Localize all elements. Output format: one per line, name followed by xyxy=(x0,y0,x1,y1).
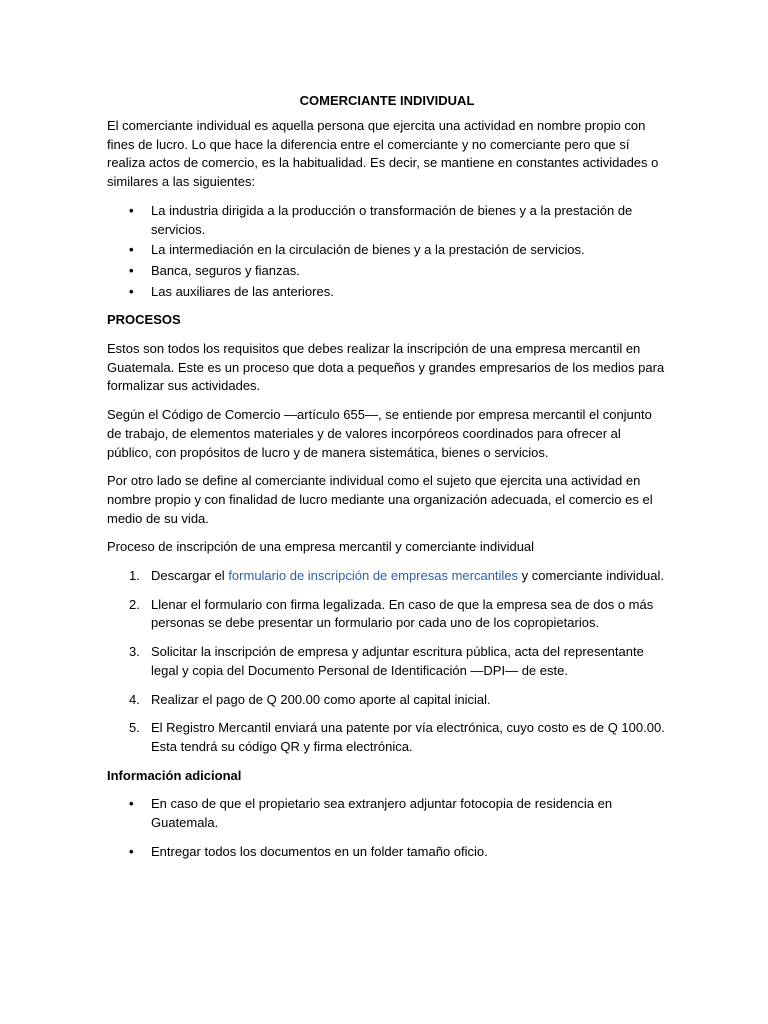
intro-paragraph: El comerciante individual es aquella persona que ejercita una actividad en nombre propio con fines de lucro. Lo que hace la diferencia entre el comerciante y no comerciante pero que sí realiza actos de comercio, es la habitualidad. Es decir, se mantiene en constantes actividades o similares a las siguientes: xyxy=(107,118,659,190)
step-number: 5. xyxy=(129,720,140,736)
step-item: 2. Llenar el formulario con firma legalizada. En caso de que la empresa sea de dos o más personas se debe presentar un formulario por cada uno de los copropietarios. xyxy=(129,596,654,631)
info-list xyxy=(107,795,667,861)
bullet-icon: • xyxy=(129,262,134,278)
step-number: 2. xyxy=(129,596,140,612)
document-title: COMERCIANTE INDIVIDUAL xyxy=(299,93,475,108)
step-number: 3. xyxy=(129,644,140,660)
list-item: • Las auxiliares de las anteriores. xyxy=(107,283,667,302)
step-item: 3. Solicitar la inscripción de empresa y adjuntar escritura pública, acta del representante legal y copia del Documento Personal de Identificación —DPI— de este. xyxy=(129,644,644,678)
step-number: 1. xyxy=(129,568,140,584)
step-item: 1. Descargar el formulario de inscripción de empresas mercantiles y comerciante individual. xyxy=(107,567,667,586)
proceso-heading: Proceso de inscripción de una empresa mercantil y comerciante individual xyxy=(107,539,535,555)
document-body xyxy=(107,92,667,872)
requisitos-paragraph: Estos son todos los requisitos que debes realizar la inscripción de una empresa mercantil en Guatemala. Este es un proceso que dota a pequeños y grandes empresarios de los medios para formalizar sus actividades. xyxy=(107,341,665,394)
bullet-icon: • xyxy=(129,242,134,258)
bullet-icon: • xyxy=(129,202,134,218)
info-heading: Información adicional xyxy=(107,767,242,783)
list-item: • Entregar todos los documentos en un folder tamaño oficio. xyxy=(107,843,667,862)
list-item: • En caso de que el propietario sea extranjero adjuntar fotocopia de residencia en Guatemala. xyxy=(129,796,613,831)
list-item: • La industria dirigida a la producción o transformación de bienes y a la prestación de servicios. xyxy=(129,202,633,237)
bullet-icon: • xyxy=(129,843,134,859)
procesos-heading: PROCESOS xyxy=(107,312,181,328)
formulario-link[interactable]: formulario de inscripción de empresas mercantiles xyxy=(228,568,519,584)
step-number: 4. xyxy=(129,691,140,707)
step-item: 5. El Registro Mercantil enviará una patente por vía electrónica, cuyo costo es de Q 100.00. Esta tendrá su código QR y firma electrónica. xyxy=(129,720,665,754)
bullet-icon: • xyxy=(129,796,134,812)
steps-list xyxy=(107,567,667,757)
activities-list xyxy=(107,202,667,302)
step-item: 4. Realizar el pago de Q 200.00 como aporte al capital inicial. xyxy=(107,691,667,710)
codigo-paragraph: Según el Código de Comercio —artículo 655—, se entiende por empresa mercantil el conjunto de trabajo, de elementos materiales y de valores incorpóreos coordinados para ofrecer al público, con propósitos de lucro y de manera sistemática, bienes o servicios. xyxy=(107,407,652,460)
bullet-icon: • xyxy=(129,283,134,299)
list-item: • Banca, seguros y fianzas. xyxy=(107,262,667,281)
definicion-paragraph: Por otro lado se define al comerciante individual como el sujeto que ejercita una actividad en nombre propio y con finalidad de lucro mediante una organización adecuada, el comercio es el medio de su vida. xyxy=(107,473,653,526)
list-item: • La intermediación en la circulación de bienes y a la prestación de servicios. xyxy=(107,241,667,260)
